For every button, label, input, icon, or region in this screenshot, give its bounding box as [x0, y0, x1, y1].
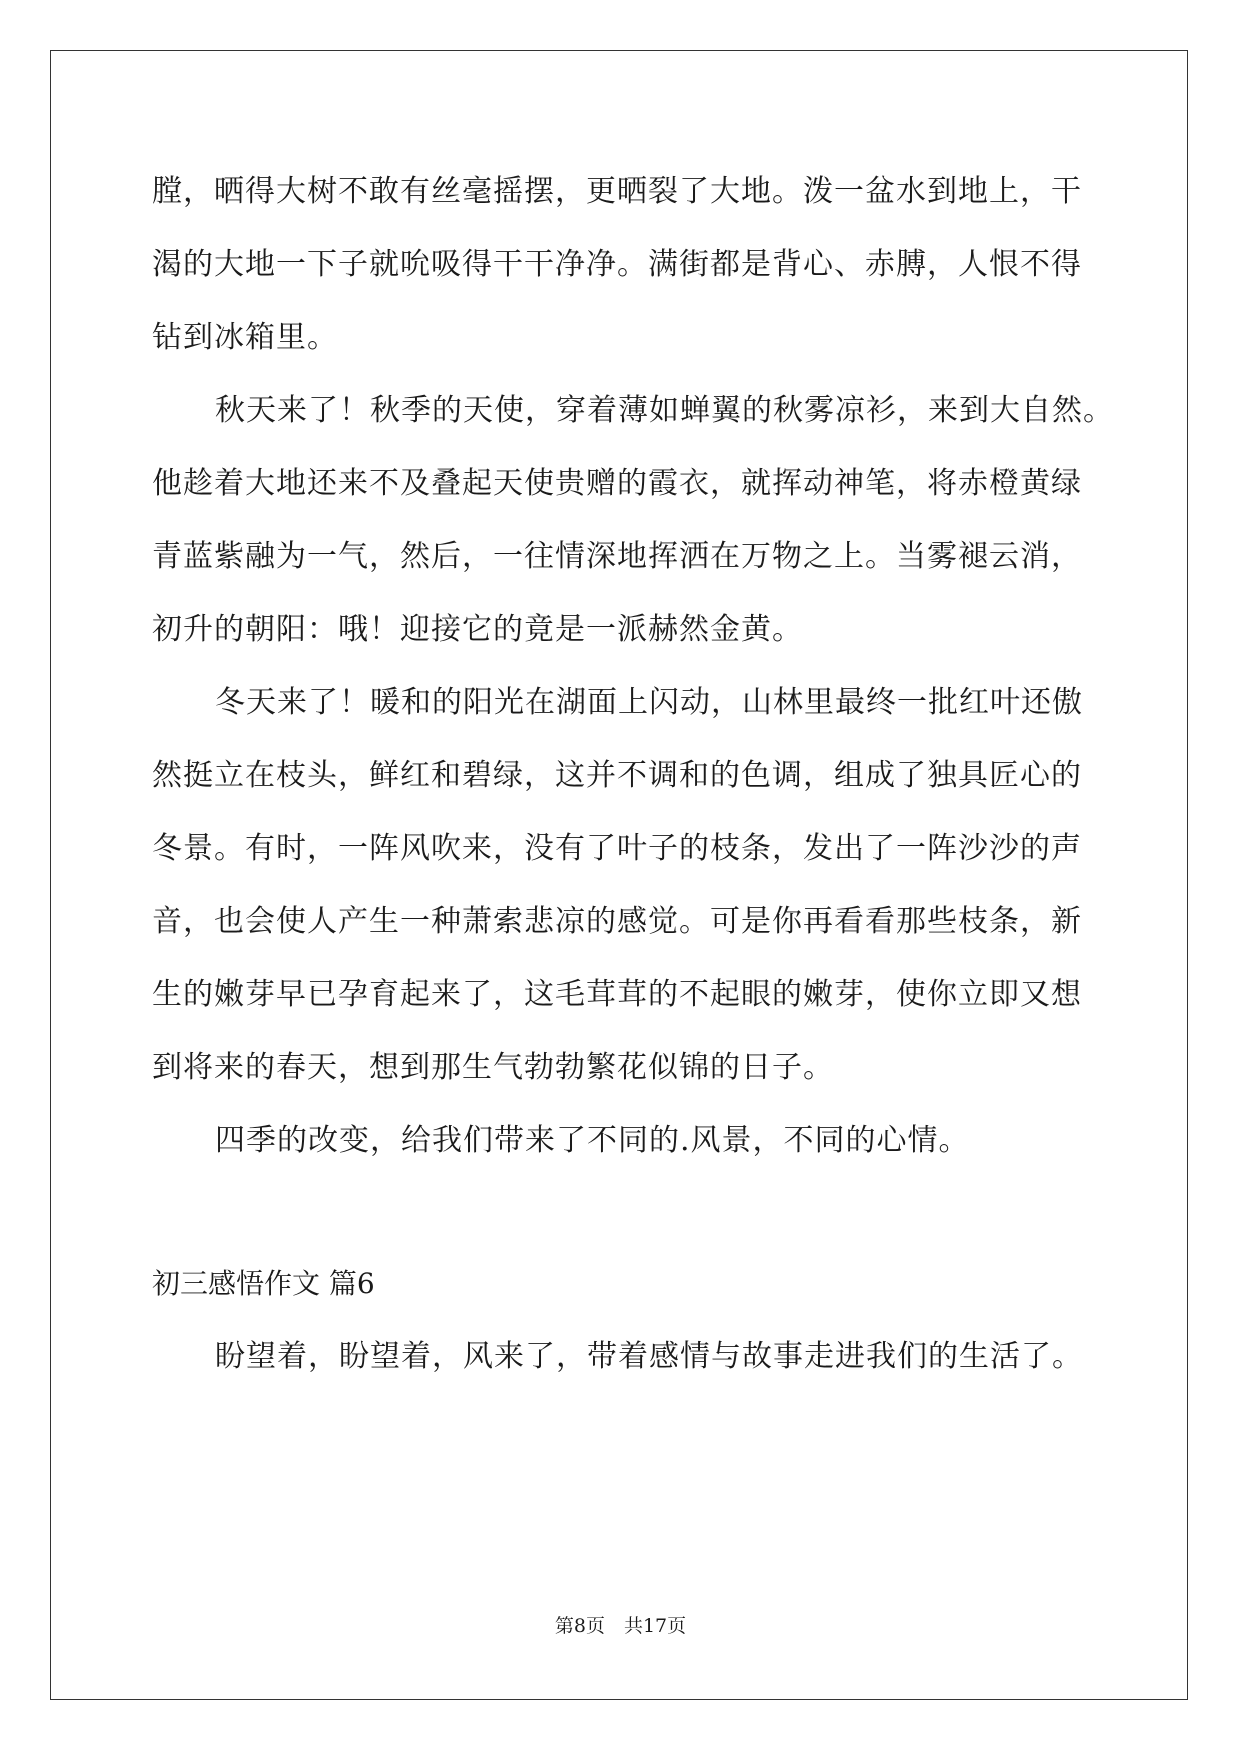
- paragraph-line: 渴的大地一下子就吮吸得干干净净。满街都是背心、赤膊，人恨不得: [152, 247, 1082, 282]
- paragraph-line: 冬天来了！暖和的阳光在湖面上闪动，山林里最终一批红叶还傲: [215, 685, 1083, 720]
- paragraph-line: 初升的朝阳：哦！迎接它的竟是一派赫然金黄。: [152, 612, 803, 647]
- paragraph-line: 盼望着，盼望着，风来了，带着感情与故事走进我们的生活了。: [215, 1339, 1083, 1374]
- paragraph-line: 生的嫩芽早已孕育起来了，这毛茸茸的不起眼的嫩芽，使你立即又想: [152, 977, 1082, 1012]
- paragraph-line: 钻到冰箱里。: [152, 320, 338, 355]
- paragraph-line: 音，也会使人产生一种萧索悲凉的感觉。可是你再看看那些枝条，新: [152, 904, 1082, 939]
- paragraph-line: 他趁着大地还来不及叠起天使贵赠的霞衣，就挥动神笔，将赤橙黄绿: [152, 466, 1082, 501]
- section-heading: 初三感悟作文 篇6: [152, 1267, 375, 1300]
- paragraph-line: 冬景。有时，一阵风吹来，没有了叶子的枝条，发出了一阵沙沙的声: [152, 831, 1082, 866]
- paragraph-line: 到将来的春天，想到那生气勃勃繁花似锦的日子。: [152, 1050, 834, 1085]
- paragraph-line: 然挺立在枝头，鲜红和碧绿，这并不调和的色调，组成了独具匠心的: [152, 758, 1082, 793]
- page-border: [50, 50, 1188, 1700]
- page-footer: 第8页 共17页: [554, 1615, 687, 1637]
- paragraph-line: 四季的改变，给我们带来了不同的.风景，不同的心情。: [215, 1123, 970, 1158]
- paragraph-line: 膛，晒得大树不敢有丝毫摇摆，更晒裂了大地。泼一盆水到地上，干: [152, 174, 1082, 209]
- paragraph-line: 青蓝紫融为一气，然后，一往情深地挥洒在万物之上。当雾褪云消，: [152, 539, 1082, 574]
- paragraph-line: 秋天来了！秋季的天使，穿着薄如蝉翼的秋雾凉衫，来到大自然。: [215, 393, 1114, 428]
